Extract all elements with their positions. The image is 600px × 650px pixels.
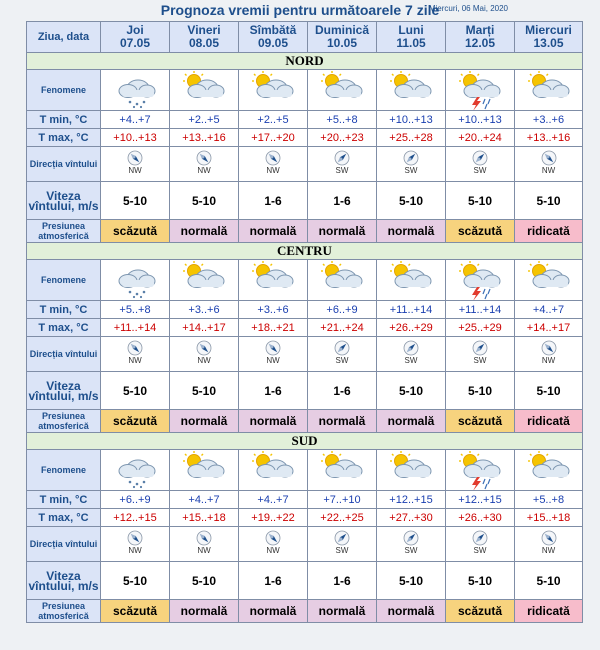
- page-title: Prognoza vremii pentru următoarele 7 zile: [160, 2, 440, 18]
- row-label-tmax: T max, °C: [27, 319, 101, 337]
- wind-direction-label: NW: [128, 166, 142, 175]
- wind-direction-label: SW: [473, 166, 487, 175]
- tmin-value: +11..+14: [377, 301, 446, 319]
- region-row: [27, 53, 583, 70]
- day-header: [446, 22, 515, 53]
- wind-direction-label: NW: [266, 356, 280, 365]
- sun-cloud-icon: [515, 70, 583, 111]
- pressure-value: normală: [308, 600, 377, 623]
- wind-speed-value: 5-10: [446, 182, 515, 220]
- row-label-direction: Direcția vîntului: [27, 527, 101, 562]
- cloud-snow-icon: [101, 450, 170, 491]
- sun-cloud-icon: [377, 260, 446, 301]
- wind-direction-label: NW: [197, 546, 211, 555]
- day-date: 07.05: [119, 36, 151, 50]
- wind-direction-label: NW: [128, 546, 142, 555]
- wind-direction-cell: [515, 337, 583, 372]
- row-label-tmin: T min, °C: [27, 111, 101, 129]
- pressure-value: ridicată: [515, 410, 583, 433]
- sun-cloud-icon: [377, 70, 446, 111]
- tmax-value: +25..+28: [377, 129, 446, 147]
- compass-arrow-icon: [192, 150, 216, 166]
- tmin-value: +2..+5: [170, 111, 239, 129]
- tmax-value: +14..+17: [170, 319, 239, 337]
- wind-direction-label: SW: [473, 546, 487, 555]
- compass-arrow-icon: [330, 150, 354, 166]
- tmin-value: +12..+15: [377, 491, 446, 509]
- tmin-value: +3..+6: [239, 301, 308, 319]
- compass-arrow-icon: [468, 530, 492, 546]
- wind-direction-cell: [239, 147, 308, 182]
- pressure-row: [27, 220, 583, 243]
- wind-speed-value: 5-10: [515, 562, 583, 600]
- issue-date: Miercuri, 06 Mai, 2020: [428, 4, 508, 13]
- row-label-phenomena: Fenomene: [27, 70, 101, 111]
- tmax-value: +22..+25: [308, 509, 377, 527]
- row-label-tmax: T max, °C: [27, 129, 101, 147]
- tmin-value: +4..+7: [515, 301, 583, 319]
- wind-direction-row: [27, 337, 583, 372]
- tmin-row: [27, 111, 583, 129]
- wind-direction-cell: [239, 337, 308, 372]
- pressure-value: normală: [308, 220, 377, 243]
- pressure-value: normală: [170, 600, 239, 623]
- day-header: [308, 22, 377, 53]
- wind-speed-value: 5-10: [170, 372, 239, 410]
- pressure-value: scăzută: [446, 220, 515, 243]
- pressure-value: normală: [170, 220, 239, 243]
- day-header: [170, 22, 239, 53]
- wind-direction-label: SW: [473, 356, 487, 365]
- region-name: SUD: [27, 433, 583, 450]
- wind-speed-value: 1-6: [239, 372, 308, 410]
- pressure-value: scăzută: [101, 600, 170, 623]
- cloud-snow-icon: [101, 260, 170, 301]
- day-name: Marți: [465, 23, 495, 37]
- wind-direction-label: NW: [128, 356, 142, 365]
- tmax-value: +26..+29: [377, 319, 446, 337]
- pressure-value: normală: [170, 410, 239, 433]
- tmax-value: +11..+14: [101, 319, 170, 337]
- tmin-value: +6..+9: [308, 301, 377, 319]
- tmax-value: +20..+23: [308, 129, 377, 147]
- tmin-value: +7..+10: [308, 491, 377, 509]
- region-name: NORD: [27, 53, 583, 70]
- wind-direction-label: SW: [404, 356, 418, 365]
- wind-direction-cell: [377, 147, 446, 182]
- compass-arrow-icon: [399, 340, 423, 356]
- tmin-value: +10..+13: [446, 111, 515, 129]
- wind-direction-cell: [308, 337, 377, 372]
- day-date: 09.05: [257, 36, 289, 50]
- day-date: 13.05: [533, 36, 564, 50]
- tmin-value: +3..+6: [170, 301, 239, 319]
- row-label-phenomena: Fenomene: [27, 450, 101, 491]
- tmax-value: +21..+24: [308, 319, 377, 337]
- wind-direction-cell: [377, 337, 446, 372]
- wind-direction-label: SW: [335, 166, 349, 175]
- pressure-value: normală: [377, 410, 446, 433]
- day-header: [101, 22, 170, 53]
- day-name: Luni: [398, 23, 424, 37]
- phenomena-row: [27, 260, 583, 301]
- wind-speed-value: 5-10: [101, 562, 170, 600]
- wind-direction-label: NW: [541, 166, 556, 175]
- wind-direction-cell: [101, 147, 170, 182]
- tmin-value: +4..+7: [239, 491, 308, 509]
- sun-cloud-thunder-rain-icon: [446, 450, 515, 491]
- wind-direction-label: SW: [404, 546, 418, 555]
- row-label-direction: Direcția vîntului: [27, 337, 101, 372]
- pressure-row: [27, 600, 583, 623]
- tmin-value: +4..+7: [101, 111, 170, 129]
- day-date: 12.05: [464, 36, 496, 50]
- wind-speed-value: 5-10: [515, 182, 583, 220]
- pressure-value: normală: [377, 220, 446, 243]
- wind-speed-value: 5-10: [446, 562, 515, 600]
- cloud-snow-icon: [101, 70, 170, 111]
- wind-direction-label: NW: [541, 356, 556, 365]
- wind-speed-row: [27, 182, 583, 220]
- wind-direction-row: [27, 147, 583, 182]
- sun-cloud-icon: [239, 260, 308, 301]
- region-name: CENTRU: [27, 243, 583, 260]
- pressure-value: ridicată: [515, 600, 583, 623]
- wind-speed-value: 5-10: [377, 182, 446, 220]
- wind-direction-label: SW: [335, 356, 349, 365]
- row-label-tmin: T min, °C: [27, 301, 101, 319]
- tmax-row: [27, 319, 583, 337]
- tmin-value: +4..+7: [170, 491, 239, 509]
- wind-speed-value: 5-10: [101, 372, 170, 410]
- wind-speed-value: 5-10: [377, 562, 446, 600]
- tmax-value: +26..+30: [446, 509, 515, 527]
- forecast-table: [26, 21, 583, 623]
- wind-direction-label: SW: [404, 166, 418, 175]
- sun-cloud-thunder-rain-icon: [446, 260, 515, 301]
- sun-cloud-icon: [308, 70, 377, 111]
- compass-arrow-icon: [123, 150, 147, 166]
- row-label-speed: Viteza vîntului, m/s: [27, 372, 101, 410]
- pressure-value: normală: [239, 410, 308, 433]
- region-row: [27, 243, 583, 260]
- tmin-row: [27, 491, 583, 509]
- wind-direction-cell: [101, 337, 170, 372]
- pressure-value: normală: [377, 600, 446, 623]
- day-name: Duminică: [314, 23, 369, 37]
- wind-speed-row: [27, 562, 583, 600]
- wind-direction-label: NW: [266, 546, 280, 555]
- tmax-value: +13..+16: [515, 129, 583, 147]
- wind-speed-value: 5-10: [101, 182, 170, 220]
- compass-arrow-icon: [123, 340, 147, 356]
- wind-direction-cell: [308, 147, 377, 182]
- sun-cloud-icon: [239, 70, 308, 111]
- wind-direction-label: NW: [266, 166, 280, 175]
- wind-direction-cell: [101, 527, 170, 562]
- sun-cloud-icon: [515, 450, 583, 491]
- corner-label: Ziua, data: [27, 22, 101, 53]
- tmax-value: +27..+30: [377, 509, 446, 527]
- day-name: Joi: [126, 23, 144, 37]
- wind-direction-cell: [170, 527, 239, 562]
- days-header-row: [27, 22, 583, 53]
- wind-direction-label: NW: [197, 166, 211, 175]
- sun-cloud-icon: [377, 450, 446, 491]
- pressure-value: normală: [239, 220, 308, 243]
- day-header: [239, 22, 308, 53]
- tmax-value: +10..+13: [101, 129, 170, 147]
- pressure-value: scăzută: [101, 410, 170, 433]
- compass-arrow-icon: [537, 150, 561, 166]
- day-date: 10.05: [326, 36, 358, 50]
- row-label-direction: Direcția vîntului: [27, 147, 101, 182]
- sun-cloud-thunder-rain-icon: [446, 70, 515, 111]
- wind-speed-value: 5-10: [377, 372, 446, 410]
- compass-arrow-icon: [123, 530, 147, 546]
- wind-direction-cell: [239, 527, 308, 562]
- wind-direction-label: NW: [197, 356, 211, 365]
- pressure-value: normală: [239, 600, 308, 623]
- tmin-value: +3..+6: [515, 111, 583, 129]
- tmin-value: +5..+8: [308, 111, 377, 129]
- wind-direction-cell: [170, 147, 239, 182]
- row-label-speed: Viteza vîntului, m/s: [27, 182, 101, 220]
- wind-speed-value: 5-10: [515, 372, 583, 410]
- compass-arrow-icon: [537, 530, 561, 546]
- tmax-value: +25..+29: [446, 319, 515, 337]
- wind-speed-value: 5-10: [446, 372, 515, 410]
- pressure-value: normală: [308, 410, 377, 433]
- pressure-value: ridicată: [515, 220, 583, 243]
- sun-cloud-icon: [308, 260, 377, 301]
- wind-direction-cell: [515, 527, 583, 562]
- wind-direction-label: NW: [541, 546, 556, 555]
- tmax-value: +18..+21: [239, 319, 308, 337]
- wind-direction-cell: [515, 147, 583, 182]
- tmin-value: +5..+8: [101, 301, 170, 319]
- row-label-tmin: T min, °C: [27, 491, 101, 509]
- wind-direction-cell: [446, 147, 515, 182]
- tmax-value: +13..+16: [170, 129, 239, 147]
- day-name: Sîmbătă: [249, 23, 297, 37]
- row-label-pressure: Presiunea atmosferică: [27, 600, 101, 623]
- wind-direction-cell: [446, 337, 515, 372]
- tmin-value: +6..+9: [101, 491, 170, 509]
- day-header: [377, 22, 446, 53]
- sun-cloud-icon: [515, 260, 583, 301]
- tmin-value: +10..+13: [377, 111, 446, 129]
- compass-arrow-icon: [399, 530, 423, 546]
- wind-speed-value: 1-6: [308, 562, 377, 600]
- tmax-row: [27, 509, 583, 527]
- tmin-value: +2..+5: [239, 111, 308, 129]
- compass-arrow-icon: [468, 150, 492, 166]
- compass-arrow-icon: [399, 150, 423, 166]
- row-label-pressure: Presiunea atmosferică: [27, 220, 101, 243]
- sun-cloud-icon: [170, 450, 239, 491]
- tmax-value: +15..+18: [170, 509, 239, 527]
- tmin-value: +11..+14: [446, 301, 515, 319]
- compass-arrow-icon: [330, 340, 354, 356]
- tmax-value: +20..+24: [446, 129, 515, 147]
- sun-cloud-icon: [170, 260, 239, 301]
- sun-cloud-icon: [308, 450, 377, 491]
- tmax-value: +15..+18: [515, 509, 583, 527]
- compass-arrow-icon: [468, 340, 492, 356]
- tmin-value: +5..+8: [515, 491, 583, 509]
- wind-direction-cell: [170, 337, 239, 372]
- row-label-tmax: T max, °C: [27, 509, 101, 527]
- compass-arrow-icon: [330, 530, 354, 546]
- compass-arrow-icon: [261, 530, 285, 546]
- row-label-pressure: Presiunea atmosferică: [27, 410, 101, 433]
- wind-speed-row: [27, 372, 583, 410]
- wind-speed-value: 1-6: [308, 372, 377, 410]
- tmax-value: +17..+20: [239, 129, 308, 147]
- pressure-value: scăzută: [446, 600, 515, 623]
- region-row: [27, 433, 583, 450]
- wind-speed-value: 1-6: [308, 182, 377, 220]
- tmax-value: +14..+17: [515, 319, 583, 337]
- tmax-value: +19..+22: [239, 509, 308, 527]
- tmax-value: +12..+15: [101, 509, 170, 527]
- row-label-phenomena: Fenomene: [27, 260, 101, 301]
- row-label-speed: Viteza vîntului, m/s: [27, 562, 101, 600]
- day-header: [515, 22, 583, 53]
- compass-arrow-icon: [261, 340, 285, 356]
- day-name: Miercuri: [525, 23, 572, 37]
- wind-direction-row: [27, 527, 583, 562]
- wind-speed-value: 1-6: [239, 182, 308, 220]
- pressure-value: scăzută: [101, 220, 170, 243]
- pressure-row: [27, 410, 583, 433]
- phenomena-row: [27, 450, 583, 491]
- pressure-value: scăzută: [446, 410, 515, 433]
- day-date: 11.05: [396, 36, 426, 50]
- compass-arrow-icon: [192, 340, 216, 356]
- wind-speed-value: 5-10: [170, 182, 239, 220]
- compass-arrow-icon: [261, 150, 285, 166]
- tmax-row: [27, 129, 583, 147]
- sun-cloud-icon: [170, 70, 239, 111]
- wind-direction-cell: [308, 527, 377, 562]
- wind-speed-value: 1-6: [239, 562, 308, 600]
- day-name: Vineri: [187, 23, 221, 37]
- sun-cloud-icon: [239, 450, 308, 491]
- wind-direction-cell: [377, 527, 446, 562]
- compass-arrow-icon: [192, 530, 216, 546]
- phenomena-row: [27, 70, 583, 111]
- day-date: 08.05: [188, 36, 220, 50]
- tmin-value: +12..+15: [446, 491, 515, 509]
- wind-speed-value: 5-10: [170, 562, 239, 600]
- tmin-row: [27, 301, 583, 319]
- compass-arrow-icon: [537, 340, 561, 356]
- wind-direction-cell: [446, 527, 515, 562]
- wind-direction-label: SW: [335, 546, 349, 555]
